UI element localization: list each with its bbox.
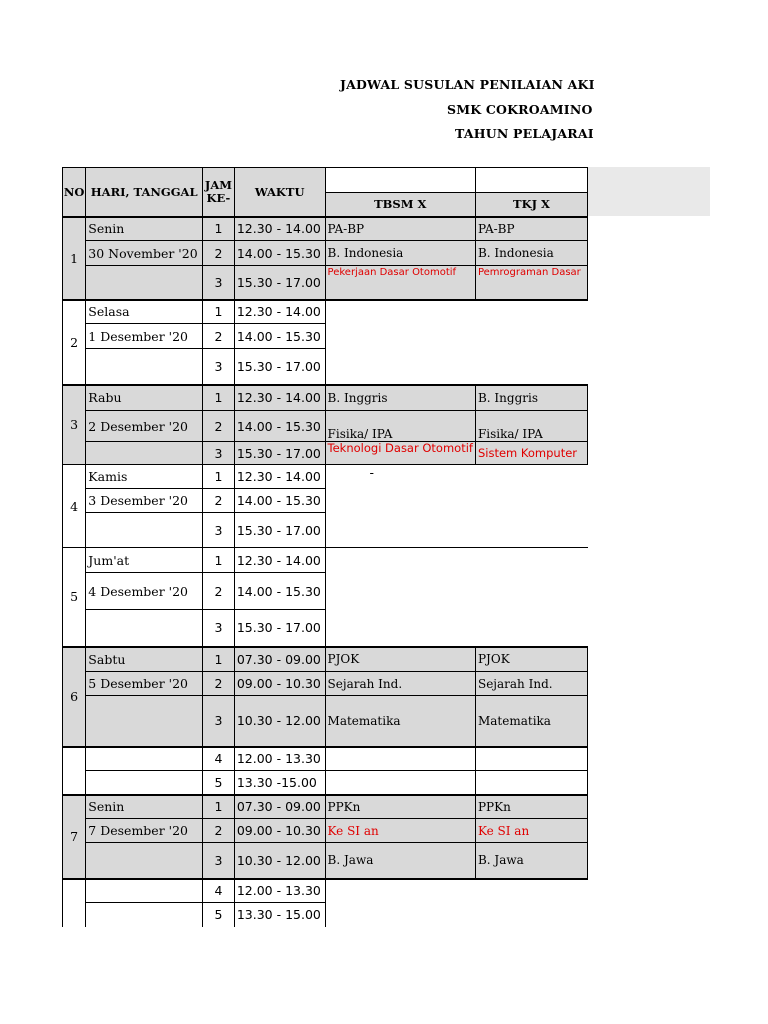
header-blank-1: [325, 168, 475, 193]
tkj-cell: Matematika: [475, 696, 587, 747]
time-cell: 15.30 - 17.00: [234, 442, 325, 465]
jam-cell: 2: [203, 324, 235, 349]
day-name: Sabtu: [86, 647, 203, 672]
jam-cell: 1: [203, 300, 235, 324]
tkj-cell: PJOK: [475, 647, 587, 672]
jam-cell: 2: [203, 411, 235, 442]
time-cell: 15.30 - 17.00: [234, 610, 325, 647]
jam-cell: 2: [203, 489, 235, 513]
tkj-cell: [475, 771, 587, 795]
header-jam: JAM KE-: [203, 168, 235, 217]
time-cell: 14.00 - 15.30: [234, 573, 325, 610]
day-blank: [86, 747, 203, 771]
day-blank: [86, 442, 203, 465]
row-no: 7: [63, 795, 86, 879]
jam-cell: 2: [203, 672, 235, 696]
tkj-cell: B. Indonesia: [475, 241, 587, 266]
time-cell: 12.30 - 14.00: [234, 465, 325, 489]
time-cell: 12.30 - 14.00: [234, 385, 325, 411]
time-cell: 13.30 - 15.00: [234, 903, 325, 927]
tbsm-cell: [325, 747, 475, 771]
header-blank-2: [475, 168, 587, 193]
time-cell: 14.00 - 15.30: [234, 324, 325, 349]
jam-cell: 1: [203, 795, 235, 819]
day-date: 30 November '20: [86, 241, 203, 266]
header-day: HARI, TANGGAL: [86, 168, 203, 217]
time-cell: 12.30 - 14.00: [234, 217, 325, 241]
jam-cell: 3: [203, 513, 235, 548]
time-cell: 14.00 - 15.30: [234, 411, 325, 442]
tbsm-cell: B. Indonesia: [325, 241, 475, 266]
tbsm-cell: PJOK: [325, 647, 475, 672]
day-blank: [86, 513, 203, 548]
header-tbsm: TBSM X: [325, 193, 475, 217]
jam-cell: 3: [203, 610, 235, 647]
time-cell: 10.30 - 12.00: [234, 696, 325, 747]
jam-cell: 3: [203, 696, 235, 747]
day-name: Senin: [86, 217, 203, 241]
row-no-blank: [63, 747, 86, 795]
time-cell: 07.30 - 09.00: [234, 647, 325, 672]
jam-cell: 1: [203, 385, 235, 411]
title-line-3: TAHUN PELAJARAI: [455, 126, 594, 141]
tbsm-cell: B. Inggris: [325, 385, 475, 411]
day-blank: [86, 843, 203, 879]
time-cell: 12.30 - 14.00: [234, 548, 325, 573]
tbsm-cell: Ke SI an: [325, 819, 475, 843]
row-no: 3: [63, 385, 86, 465]
time-cell: 15.30 - 17.00: [234, 349, 325, 385]
time-cell: 12.00 - 13.30: [234, 879, 325, 903]
time-cell: 15.30 - 17.00: [234, 266, 325, 300]
day-name: Jum'at: [86, 548, 203, 573]
tkj-cell: B. Jawa: [475, 843, 587, 879]
tbsm-cell: Matematika: [325, 696, 475, 747]
tbsm-cell: Pekerjaan Dasar Otomotif: [325, 266, 475, 300]
schedule-table: [62, 167, 588, 927]
day-name: Senin: [86, 795, 203, 819]
jam-cell: 1: [203, 548, 235, 573]
tkj-cell: Pemrograman Dasar: [475, 266, 587, 300]
day-name: Rabu: [86, 385, 203, 411]
jam-cell: 2: [203, 819, 235, 843]
time-cell: 14.00 - 15.30: [234, 241, 325, 266]
empty-subjects: [325, 548, 587, 647]
day-date: 2 Desember '20: [86, 411, 203, 442]
row-no-blank: [63, 879, 86, 927]
tkj-cell: Sejarah Ind.: [475, 672, 587, 696]
tkj-cell: Fisika/ IPA: [475, 411, 587, 442]
jam-cell: 5: [203, 771, 235, 795]
day-blank: [86, 771, 203, 795]
header-strip: [588, 167, 710, 216]
day-blank: [86, 349, 203, 385]
day-blank: [86, 879, 203, 903]
row-no: 2: [63, 300, 86, 385]
jam-cell: 5: [203, 903, 235, 927]
row-no: 1: [63, 217, 86, 300]
title-line-1: JADWAL SUSULAN PENILAIAN AKI: [340, 77, 595, 92]
time-cell: 14.00 - 15.30: [234, 489, 325, 513]
jam-cell: 1: [203, 647, 235, 672]
jam-cell: 1: [203, 465, 235, 489]
time-cell: 12.30 - 14.00: [234, 300, 325, 324]
tbsm-cell: PPKn: [325, 795, 475, 819]
tkj-cell: [475, 747, 587, 771]
time-cell: 13.30 -15.00: [234, 771, 325, 795]
header-waktu: WAKTU: [234, 168, 325, 217]
tbsm-cell: Fisika/ IPA: [325, 411, 475, 442]
empty-subjects: [325, 300, 587, 385]
row-no: 6: [63, 647, 86, 747]
day-name: Kamis: [86, 465, 203, 489]
day-date: 3 Desember '20: [86, 489, 203, 513]
time-cell: 09.00 - 10.30: [234, 672, 325, 696]
jam-cell: 3: [203, 843, 235, 879]
empty-subjects: [325, 879, 587, 927]
tkj-cell: PA-BP: [475, 217, 587, 241]
row-no: 4: [63, 465, 86, 548]
time-cell: 15.30 - 17.00: [234, 513, 325, 548]
tkj-cell: Ke SI an: [475, 819, 587, 843]
row-no: 5: [63, 548, 86, 647]
tbsm-cell: [325, 771, 475, 795]
jam-cell: 3: [203, 266, 235, 300]
time-cell: 07.30 - 09.00: [234, 795, 325, 819]
time-cell: 09.00 - 10.30: [234, 819, 325, 843]
tbsm-cell: Teknologi Dasar Otomotif: [325, 442, 475, 465]
jam-cell: 3: [203, 442, 235, 465]
day-date: 7 Desember '20: [86, 819, 203, 843]
dash-cell: -: [325, 465, 587, 548]
tkj-cell: Sistem Komputer: [475, 442, 587, 465]
day-blank: [86, 696, 203, 747]
jam-cell: 2: [203, 573, 235, 610]
day-blank: [86, 903, 203, 927]
day-name: Selasa: [86, 300, 203, 324]
jam-cell: 4: [203, 747, 235, 771]
tbsm-cell: PA-BP: [325, 217, 475, 241]
tkj-cell: PPKn: [475, 795, 587, 819]
title-line-2: SMK COKROAMINO: [447, 102, 593, 117]
day-date: 5 Desember '20: [86, 672, 203, 696]
jam-cell: 1: [203, 217, 235, 241]
day-date: 4 Desember '20: [86, 573, 203, 610]
time-cell: 10.30 - 12.00: [234, 843, 325, 879]
jam-cell: 4: [203, 879, 235, 903]
jam-cell: 3: [203, 349, 235, 385]
day-date: 1 Desember '20: [86, 324, 203, 349]
jam-cell: 2: [203, 241, 235, 266]
tbsm-cell: B. Jawa: [325, 843, 475, 879]
header-tkj: TKJ X: [475, 193, 587, 217]
tbsm-cell: Sejarah Ind.: [325, 672, 475, 696]
time-cell: 12.00 - 13.30: [234, 747, 325, 771]
day-blank: [86, 610, 203, 647]
day-blank: [86, 266, 203, 300]
header-no: NO: [63, 168, 86, 217]
tkj-cell: B. Inggris: [475, 385, 587, 411]
